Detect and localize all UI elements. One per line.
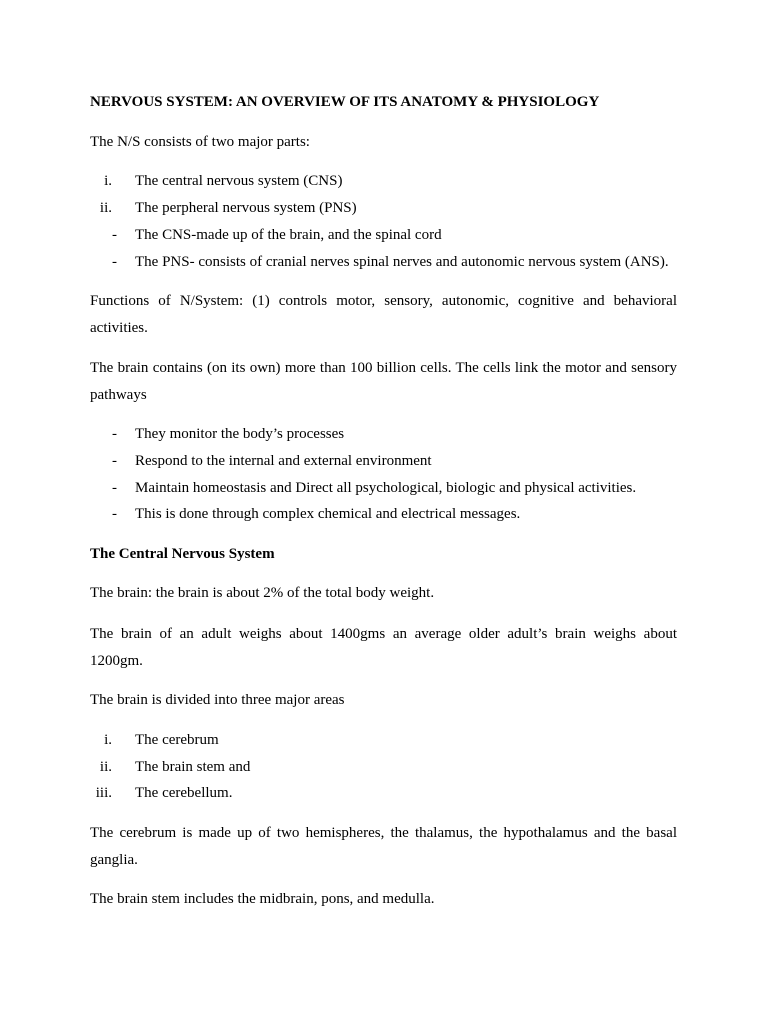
list-item-text: This is done through complex chemical and electrical messages. — [135, 506, 521, 522]
document-title: NERVOUS SYSTEM: AN OVERVIEW OF ITS ANATOMY & PHYSIOLOGY — [90, 94, 600, 110]
list-item-text: The cerebellum. — [135, 785, 233, 801]
intro-paragraph: The N/S consists of two major parts: — [90, 134, 310, 150]
list-item — [90, 475, 677, 501]
brain-weight-paragraph: The brain: the brain is about 2% of the total body weight. — [90, 585, 435, 601]
list-item-text: The brain stem and — [135, 759, 251, 775]
list-item-text: They monitor the body’s processes — [135, 426, 345, 442]
list-item — [90, 195, 677, 221]
list-item — [90, 168, 677, 194]
list-marker: iii. — [95, 785, 112, 801]
brain-areas-intro: The brain is divided into three major areas — [90, 692, 345, 708]
list-marker: i. — [104, 732, 112, 748]
list-dash: - — [112, 426, 117, 442]
list-item — [90, 754, 677, 780]
list-dash: - — [112, 254, 117, 270]
list-dash: - — [112, 227, 117, 243]
list-item-text: The perpheral nervous system (PNS) — [135, 200, 357, 216]
list-item — [90, 222, 677, 248]
list-item — [90, 421, 677, 447]
adult-brain-paragraph: The brain of an adult weighs about 1400gms an average older adult’s brain weighs about 1200gm. — [90, 626, 677, 669]
section-heading: The Central Nervous System — [90, 546, 275, 562]
list-item — [90, 780, 677, 806]
list-dash: - — [112, 480, 117, 496]
list-item — [90, 448, 677, 474]
list-marker: ii. — [99, 759, 112, 775]
list-dash: - — [112, 506, 117, 522]
list-marker: ii. — [99, 200, 112, 216]
list-item-text: The cerebrum — [135, 732, 219, 748]
list-item-text: The PNS- consists of cranial nerves spinal nerves and autonomic nervous system (ANS). — [135, 254, 669, 270]
list-item — [90, 501, 677, 527]
list-dash: - — [112, 453, 117, 469]
brain-cells-paragraph: The brain contains (on its own) more than 100 billion cells. The cells link the motor and sensory pathways — [90, 360, 677, 403]
functions-paragraph: Functions of N/System: (1) controls motor, sensory, autonomic, cognitive and behavioral activities. — [90, 293, 677, 336]
brain-stem-paragraph: The brain stem includes the midbrain, pons, and medulla. — [90, 891, 435, 907]
list-item-text: The CNS-made up of the brain, and the spinal cord — [135, 227, 442, 243]
list-item-text: The central nervous system (CNS) — [135, 173, 343, 189]
list-item — [90, 249, 677, 275]
list-item-text: Respond to the internal and external environment — [135, 453, 432, 469]
list-item — [90, 727, 677, 753]
list-marker: i. — [104, 173, 112, 189]
list-item-text: Maintain homeostasis and Direct all psychological, biologic and physical activities. — [135, 480, 637, 496]
cerebrum-paragraph: The cerebrum is made up of two hemispheres, the thalamus, the hypothalamus and the basal ganglia. — [90, 825, 677, 868]
